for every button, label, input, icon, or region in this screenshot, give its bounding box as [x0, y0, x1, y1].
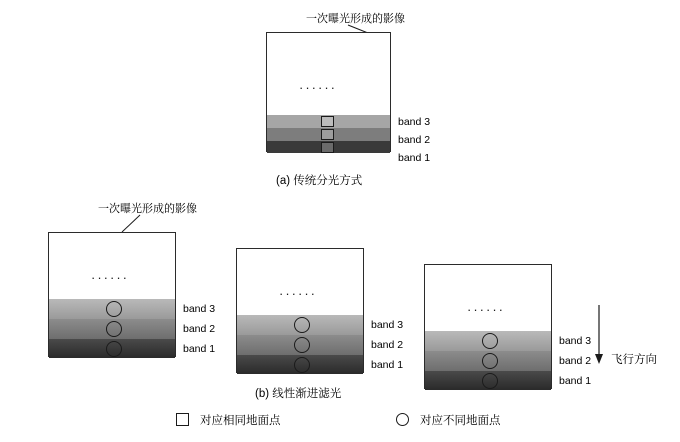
- panel-a-band3-label: band 3: [398, 116, 431, 128]
- panel-a-band2-label: band 2: [398, 134, 431, 146]
- frame-right-circle-marker-band1: [482, 373, 498, 389]
- legend-label-different-ground-point: 对应不同地面点: [420, 415, 501, 427]
- frame-middle-circle-marker-band1: [294, 357, 310, 373]
- caption-b: (b) 线性渐进滤光: [255, 388, 342, 400]
- frame-left-dots: ······: [91, 270, 129, 285]
- annotation-bottom-exposure: 一次曝光形成的影像: [98, 203, 197, 215]
- frame-middle-band3-label: band 3: [371, 319, 404, 331]
- frame-left-circle-marker-band3: [106, 301, 122, 317]
- panel-a-square-marker-band3: [321, 116, 334, 127]
- frame-left-circle-marker-band1: [106, 341, 122, 357]
- frame-middle-dots: ······: [279, 286, 317, 301]
- panel-b-frame-right: [424, 264, 552, 389]
- caption-a: (a) 传统分光方式: [276, 175, 363, 187]
- circle-icon: [396, 413, 409, 426]
- frame-right-band2-label: band 2: [559, 355, 592, 367]
- frame-left-band2-label: band 2: [183, 323, 216, 335]
- frame-left-band1-label: band 1: [183, 343, 216, 355]
- panel-a-square-marker-band2: [321, 129, 334, 140]
- panel-a-square-marker-band1: [321, 142, 334, 153]
- frame-middle-circle-marker-band3: [294, 317, 310, 333]
- frame-middle-band1-label: band 1: [371, 359, 404, 371]
- frame-right-circle-marker-band2: [482, 353, 498, 369]
- frame-right-circle-marker-band3: [482, 333, 498, 349]
- panel-b-frame-left: [48, 232, 176, 357]
- frame-middle-band2-label: band 2: [371, 339, 404, 351]
- frame-middle-circle-marker-band2: [294, 337, 310, 353]
- panel-a-frame: [266, 32, 391, 152]
- legend-label-same-ground-point: 对应相同地面点: [200, 415, 281, 427]
- square-icon: [176, 413, 189, 426]
- frame-left-circle-marker-band2: [106, 321, 122, 337]
- frame-right-dots: ······: [467, 302, 505, 317]
- frame-left-band3-label: band 3: [183, 303, 216, 315]
- panel-a-band1-label: band 1: [398, 152, 431, 164]
- flight-direction-label: 飞行方向: [611, 354, 657, 366]
- panel-b-frame-middle: [236, 248, 364, 373]
- frame-right-band1-label: band 1: [559, 375, 592, 387]
- panel-a-dots: ······: [299, 80, 337, 95]
- annotation-top-exposure: 一次曝光形成的影像: [306, 13, 405, 25]
- frame-right-band3-label: band 3: [559, 335, 592, 347]
